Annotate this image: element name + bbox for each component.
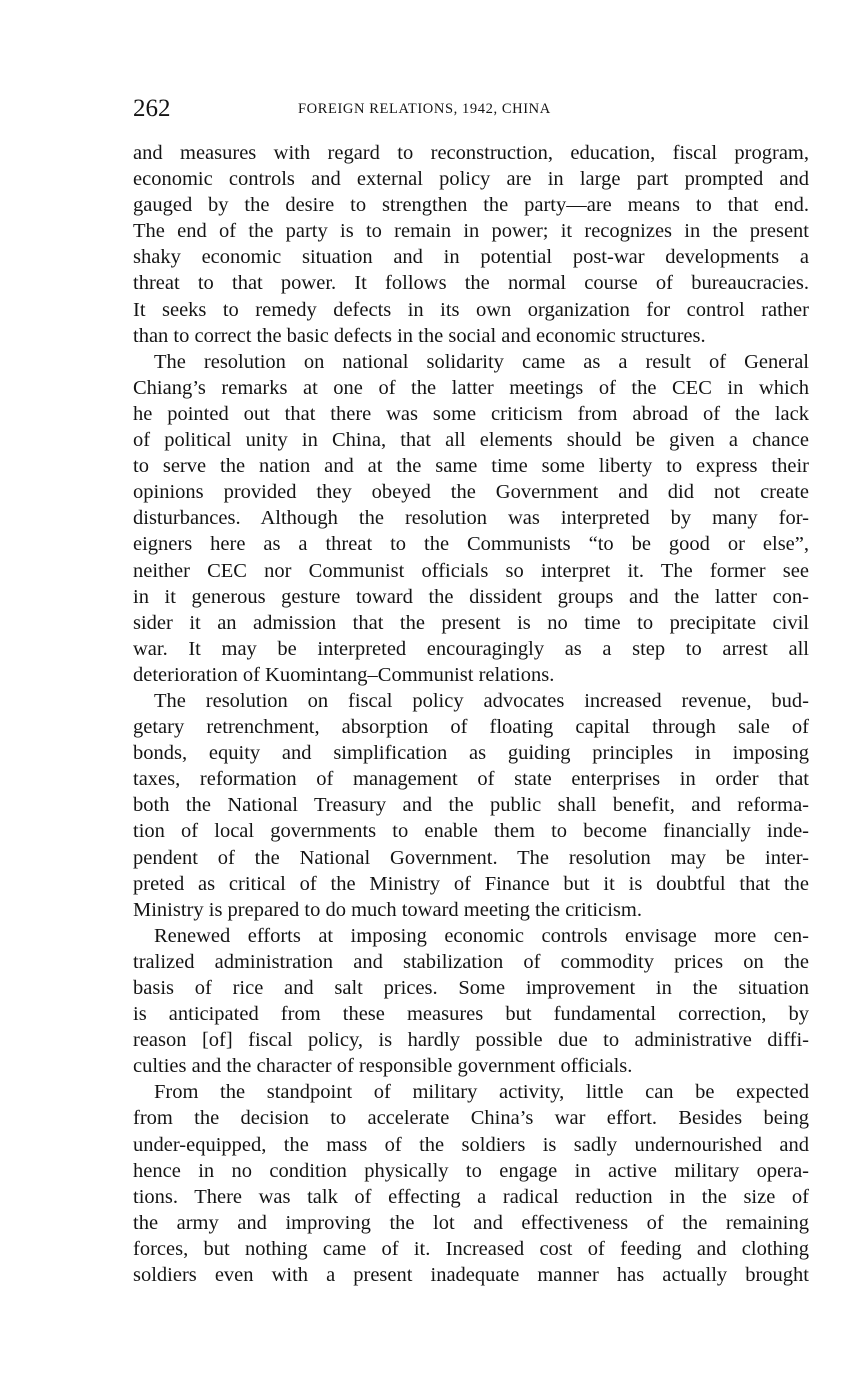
text-line: deterioration of Kuomintang–Communist relations. <box>133 663 555 686</box>
paragraph <box>133 349 809 688</box>
text-line: and measures with regard to reconstruction, education, fiscal program, <box>133 142 809 164</box>
paragraph <box>133 923 809 1080</box>
running-head <box>133 92 808 126</box>
text-line: tion of local governments to enable them to become financially inde- <box>133 820 809 843</box>
text-line: Renewed efforts at imposing economic controls envisage more cen- <box>154 924 809 947</box>
text-line: both the National Treasury and the public shall benefit, and reforma- <box>133 794 809 817</box>
text-line: Ministry is prepared to do much toward meeting the criticism. <box>133 898 642 921</box>
text-line: than to correct the basic defects in the social and economic structures. <box>133 324 706 347</box>
text-line: tions. There was talk of effecting a radical reduction in the size of <box>133 1185 809 1208</box>
text-line: It seeks to remedy defects in its own organization for control rather <box>133 298 809 321</box>
text-line: pendent of the National Government. The resolution may be inter- <box>133 846 809 869</box>
text-line: reason [of] fiscal policy, is hardly possible due to administrative diffi- <box>133 1029 809 1052</box>
paragraph <box>133 140 809 349</box>
text-line: gauged by the desire to strengthen the party—are means to that end. <box>133 194 809 217</box>
text-line: sider it an admission that the present is no time to precipitate civil <box>133 611 809 634</box>
text-line: neither CEC nor Communist officials so interpret it. The former see <box>133 559 809 582</box>
text-line: getary retrenchment, absorption of floating capital through sale of <box>133 716 809 739</box>
text-line: forces, but nothing came of it. Increased cost of feeding and clothing <box>133 1237 809 1260</box>
text-line: culties and the character of responsible government officials. <box>133 1055 633 1078</box>
text-line: opinions provided they obeyed the Government and did not create <box>133 481 809 504</box>
text-line: to serve the nation and at the same time some liberty to express their <box>133 455 809 478</box>
text-line: shaky economic situation and in potential post-war developments a <box>133 246 809 269</box>
text-line: in it generous gesture toward the dissident groups and the latter con- <box>133 585 809 608</box>
text-line: The resolution on national solidarity came as a result of General <box>154 350 809 373</box>
text-line: disturbances. Although the resolution was interpreted by many for- <box>133 507 809 530</box>
text-line: the army and improving the lot and effectiveness of the remaining <box>133 1211 809 1234</box>
text-line: Chiang’s remarks at one of the latter meetings of the CEC in which <box>133 376 809 399</box>
text-line: under-equipped, the mass of the soldiers is sadly undernourished and <box>133 1133 809 1156</box>
text-line: economic controls and external policy are in large part prompted and <box>133 168 809 191</box>
text-line: of political unity in China, that all elements should be given a chance <box>133 429 809 452</box>
text-line: tralized administration and stabilization of commodity prices on the <box>133 950 809 973</box>
running-title: FOREIGN RELATIONS, 1942, CHINA <box>298 101 551 117</box>
text-line: threat to that power. It follows the normal course of bureaucracies. <box>133 272 809 295</box>
text-line: From the standpoint of military activity, little can be expected <box>154 1081 809 1104</box>
text-line: basis of rice and salt prices. Some improvement in the situation <box>133 977 809 999</box>
page-number: 262 <box>133 95 171 122</box>
text-line: hence in no condition physically to engage in active military opera- <box>133 1159 809 1182</box>
paragraph <box>133 1079 809 1288</box>
text-line: The end of the party is to remain in power; it recognizes in the present <box>133 220 809 243</box>
text-line: soldiers even with a present inadequate manner has actually brought <box>133 1264 809 1287</box>
body-text <box>133 140 809 1288</box>
text-line: war. It may be interpreted encouragingly as a step to arrest all <box>133 637 809 660</box>
text-line: he pointed out that there was some criticism from abroad of the lack <box>133 402 809 425</box>
text-line: preted as critical of the Ministry of Finance but it is doubtful that the <box>133 872 809 895</box>
text-line: bonds, equity and simplification as guiding principles in imposing <box>133 742 809 765</box>
text-line: is anticipated from these measures but fundamental correction, by <box>133 1003 809 1026</box>
text-line: eigners here as a threat to the Communists “to be good or else”, <box>133 533 809 556</box>
paragraph <box>133 688 809 923</box>
text-line: from the decision to accelerate China’s war effort. Besides being <box>133 1107 809 1130</box>
text-line: taxes, reformation of management of state enterprises in order that <box>133 768 809 791</box>
text-line: The resolution on fiscal policy advocates increased revenue, bud- <box>154 689 809 712</box>
